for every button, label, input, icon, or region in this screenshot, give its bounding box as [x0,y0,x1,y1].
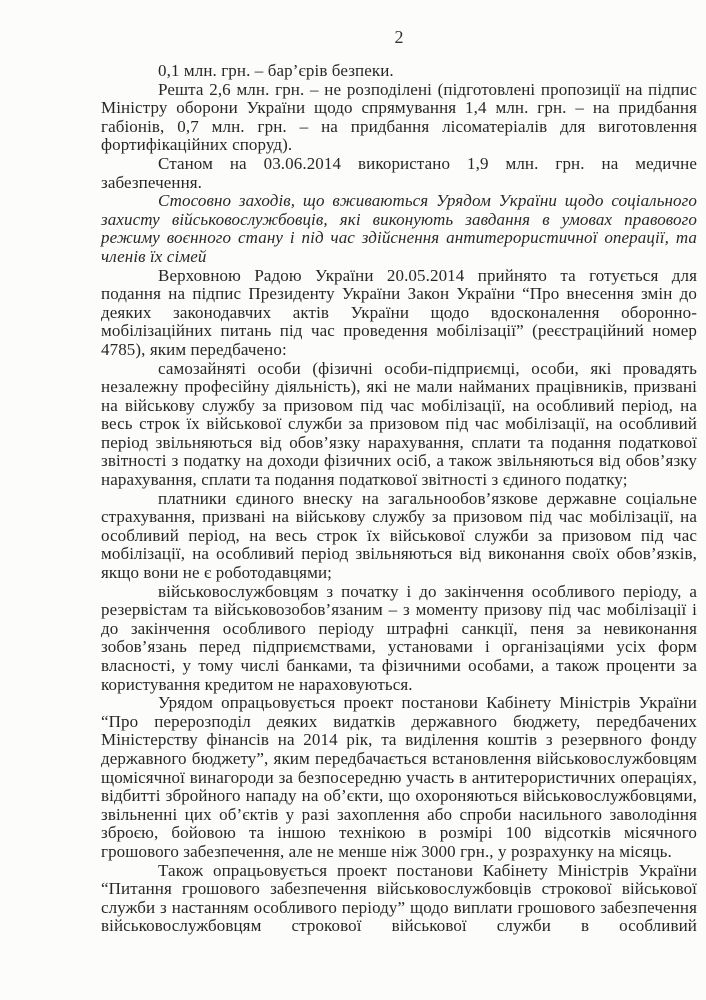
paragraph: 0,1 млн. грн. – бар’єрів безпеки. [158,61,394,80]
paragraph: Також опрацьовується проект постанови Кабінету Міністрів України “Питання грошового забезпечення військовослужбовців строкової військової служби з настанням особливого періоду” щодо виплати грошового забезпечення військовослужбовцям строкової військової служби в особливий [101,860,697,936]
paragraph: Решта 2,6 млн. грн. – не розподілені (підготовлені пропозиції на підпис Міністру оборони України щодо спрямування 1,4 млн. грн. – на придбання габіонів, 0,7 млн. грн. – на придбання лісоматеріалів для виготовлення фортифікаційних споруд). [101,79,697,155]
paragraph: Стосовно заходів, що вживаються Урядом України щодо соціального захисту військовослужбовців, які виконують завдання в умовах правового режиму воєнного стану і під час здійснення антитерористичної операції, та членів їх сімей [101,191,697,266]
paragraph: Урядом опрацьовується проект постанови Кабінету Міністрів України “Про перерозподіл деяких видатків державного бюджету, передбачених Міністерству фінансів на 2014 рік, та виділення коштів з резервного фонду державного бюджету”, яким передбачається встановлення військовослужбовцям щомісячної винагороди за безпосередню участь в антитерористичних операціях, відбитті збройного нападу на об’єкти, що охороняються військовослужбовцями, звільненні цих об’єктів у разі захоплення або спроби насильного заволодіння зброєю, бойовою та іншою технікою в розмірі 100 відсотків місячного грошового забезпечення, але не менше ніж 3000 грн., у розрахунку на місяць. [101,693,697,861]
page-number: 2 [394,27,404,47]
paragraph: Верховною Радою України 20.05.2014 прийнято та готується для подання на підпис Президенту України Закон України “Про внесення змін до деяких законодавчих актів України щодо вдосконалення оборонно-мобілізаційних питань під час проведення мобілізації” (реєстраційний номер 4785), яким передбачено: [101,265,697,359]
paragraph: військовослужбовцям з початку і до закінчення особливого періоду, а резервістам та військовозобов’язаним – з моменту призову під час мобілізації і до закінчення особливого періоду штрафні санкції, пеня за невиконання зобов’язань перед підприємствами, установами і організаціями усіх форм власності, у тому числі банками, та фізичними особами, а також проценти за користування кредитом не нараховуються. [101,581,697,694]
paragraph: Станом на 03.06.2014 використано 1,9 млн. грн. на медичне забезпечення. [101,153,697,192]
document-body [101,62,697,936]
paragraph: самозайняті особи (фізичні особи-підприємці, особи, які провадять незалежну професійну діяльність), які не мали найманих працівників, призвані на військову службу за призовом під час мобілізації, на особливий період, на весь строк їх військової служби за призовом під час мобілізації, на особливий період звільняються від обов’язку нарахування, сплати та подання податкової звітності з податку на доходи фізичних осіб, а також звільняються від обов’язку нарахування, сплати та подання податкової звітності з єдиного податку; [101,358,697,490]
paragraph: платники єдиного внеску на загальнообов’язкове державне соціальне страхування, призвані на військову службу за призовом під час мобілізації, на особливий період, на весь строк їх військової служби за призовом під час мобілізації, на особливий період звільняються від виконання своїх обов’язків, якщо вони не є роботодавцями; [101,488,697,583]
